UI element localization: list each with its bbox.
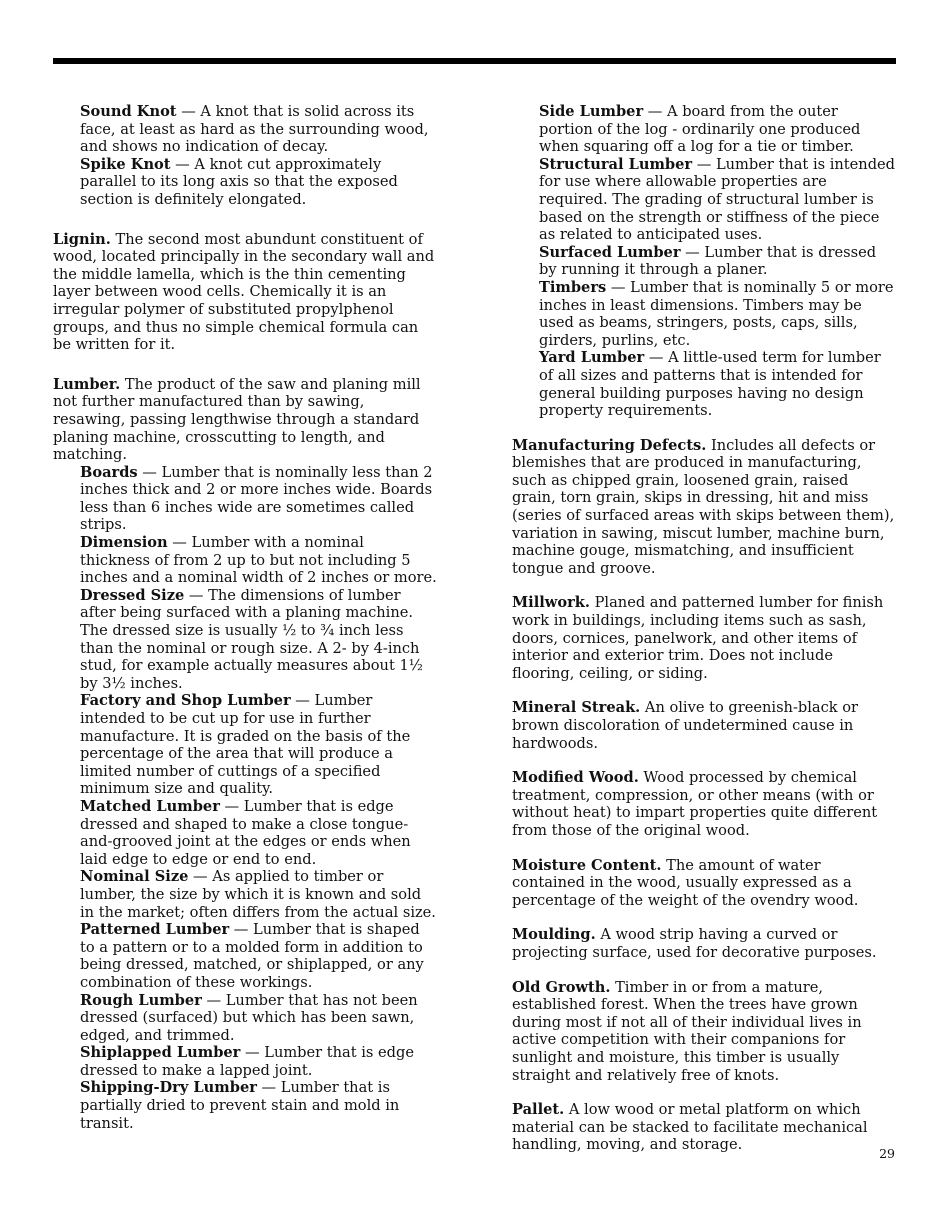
lumber-entry [53,376,437,1133]
lignin-entry [53,231,437,354]
matched-lumber-subentry: Matched Lumber — Lumber that is edge dressed and shaped to make a close tongue-and-grooved joint at the edges or ends when laid edge to edge or end to end. [80,797,411,868]
term: Lumber. [53,375,121,393]
spike-knot-entry [80,156,437,209]
shiplapped-lumber-subentry: Shiplapped Lumber — Lumber that is edge dressed to make a lapped joint. [80,1044,414,1079]
knot-subentries [53,103,437,209]
moulding-entry: Moulding. A wood strip having a curved or projecting surface, used for decorative purposes. [512,926,877,961]
patterned-lumber-subentry: Patterned Lumber — Lumber that is shaped to a pattern or to a molded form in addition to being dressed, matched, or shiplapped, or any combination of these workings. [80,921,424,991]
pallet-entry: Pallet. A low wood or metal platform on which material can be stacked to facilitate mechanical handling, moving, and storage. [512,1101,868,1154]
sound-knot-entry [80,103,437,156]
shipping-dry-lumber-subentry: Shipping-Dry Lumber — Lumber that is partially dried to prevent stain and mold in transit. [80,1079,400,1132]
term: Sound Knot [80,103,177,120]
definition: — A knot that is solid across its face, at least as hard as the surrounding wood, and shows no indication of decay. [80,103,429,156]
modified-wood-entry: Modified Wood. Wood processed by chemical treatment, compression, or other means (with or without heat) to impart properties quite different from those of the original wood. [512,769,878,839]
structural-lumber-subentry: Structural Lumber — Lumber that is intended for use where allowable properties are required. The grading of structural lumber is based on the strength or stiffness of the piece as related to anticipated uses. [539,155,896,244]
definition: The second most abundunt constituent of wood, located principally in the secondary wall and the middle lamella, which is the thin cementing layer between wood cells. Chemically it is an irregular polymer of substituted propylphenol groups, and thus no simple chemical formula can be written for it. [53,230,435,354]
factory-shop-lumber-subentry: Factory and Shop Lumber — Lumber intended to be cut up for use in further manufacture. It is graded on the basis of the percentage of the area that will produce a limited number of cuttings of a specified minimum size and quality. [80,692,411,798]
side-lumber-subentry: Side Lumber — A board from the outer portion of the log - ordinarily one produced when squaring off a log for a tie or timber. [539,103,861,156]
rough-lumber-subentry: Rough Lumber — Lumber that has not been dressed (surfaced) but which has been sawn, edged, and trimmed. [80,991,418,1044]
old-growth-entry: Old Growth. Timber in or from a mature, established forest. When the trees have grown during most if not all of their individual lives in active competition with their companions for sunlight and moisture, this timber is usually straight and relatively free of knots. [512,978,862,1084]
term: Lignin. [53,230,111,248]
dimension-subentry: Dimension — Lumber with a nominal thickness of from 2 up to but not including 5 inches and a nominal width of 2 inches or more. [80,534,437,587]
page-number: 29 [879,1146,895,1161]
mineral-streak-entry: Mineral Streak. An olive to greenish-black or brown discoloration of undetermined cause in hardwoods. [512,699,859,752]
definition: The product of the saw and planing mill not further manufactured than by sawing, resawing, passing lengthwise through a standard planing machine, crosscutting to length, and matching. [53,375,421,464]
manufacturing-defects-entry: Manufacturing Defects. Includes all defects or blemishes that are produced in manufacturing, such as chipped grain, loosened grain, raised grain, torn grain, skips in dressing, hit and miss (series of surfaced areas with skips between them), variation in sawing, miscut lumber, machine burn, machine gouge, mismatching, and insufficient tongue and groove. [512,436,895,577]
left-column [53,103,437,1132]
yard-lumber-subentry: Yard Lumber — A little-used term for lumber of all sizes and patterns that is intended for general building purposes having no design property requirements. [539,349,881,420]
millwork-entry: Millwork. Planed and patterned lumber for finish work in buildings, including items such as sash, doors, cornices, panelwork, and other items of interior and exterior trim. Does not include flooring, ceiling, or siding. [512,594,884,682]
header-rule [53,58,896,64]
dressed-size-subentry: Dressed Size — The dimensions of lumber after being surfaced with a planing machine. The dressed size is usually ½ to ¾ inch less than the nominal or rough size. A 2- by 4-inch stud, for example actually measures about 1½ by 3½ inches. [80,586,423,692]
lumber-continued [512,103,896,420]
timbers-subentry: Timbers — Lumber that is nominally 5 or more inches in least dimensions. Timbers may be used as beams, stringers, posts, caps, sills, girders, purlins, etc. [539,278,894,349]
definition: — A knot cut approximately parallel to its long axis so that the exposed section is definitely elongated. [80,155,398,208]
right-column [512,103,896,1154]
nominal-size-subentry: Nominal Size — As applied to timber or lumber, the size by which it is known and sold in the market; often differs from the actual size. [80,868,436,921]
moisture-content-entry: Moisture Content. The amount of water contained in the wood, usually expressed as a percentage of the weight of the ovendry wood. [512,856,859,909]
surfaced-lumber-subentry: Surfaced Lumber — Lumber that is dressed by running it through a planer. [539,243,877,279]
boards-subentry: Boards — Lumber that is nominally less than 2 inches thick and 2 or more inches wide. Boards less than 6 inches wide are sometimes called strips. [80,463,433,534]
term: Spike Knot [80,155,171,173]
